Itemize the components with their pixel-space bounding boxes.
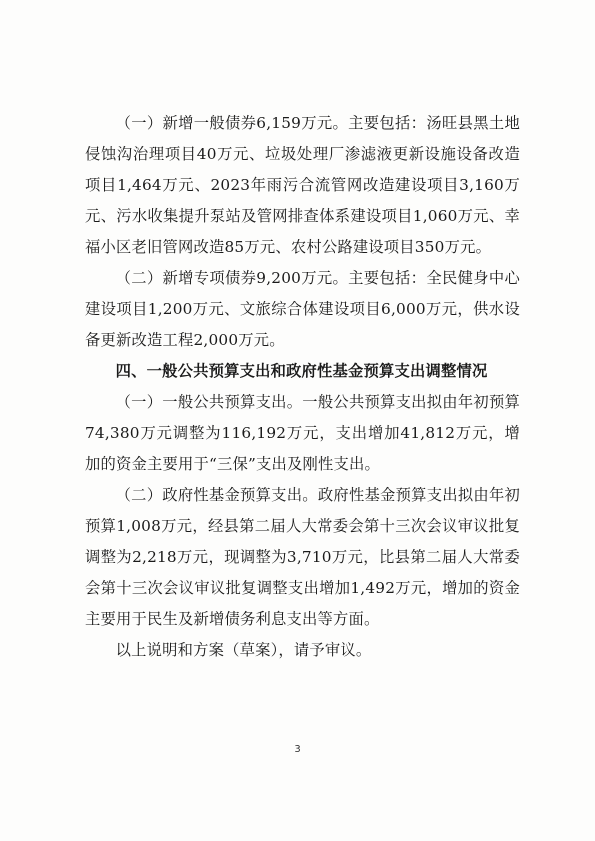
paragraph-new-general-bonds: （一）新增一般债券6,159万元。主要包括：汤旺县黑土地侵蚀沟治理项目40万元、垃圾处理厂渗滤液更新设施设备改造项目1,464万元、2023年雨污合流管网改造建设项目3,160万元、污水收集提升泵站及管网排查体系建设项目1,060万元、幸福小区老旧管网改造85万元、农村公路建设项目350万元。 [85, 114, 520, 256]
paragraph-new-special-bonds: （二）新增专项债券9,200万元。主要包括：全民健身中心建设项目1,200万元、文旅综合体建设项目6,000万元，供水设备更新改造工程2,000万元。 [85, 269, 520, 349]
paragraph-general-public-budget: （一）一般公共预算支出。一般公共预算支出拟由年初预算74,380万元调整为116,192万元，支出增加41,812万元，增加的资金主要用于“三保”支出及刚性支出。 [85, 393, 520, 473]
paragraph-closing-request: 以上说明和方案（草案），请予审议。 [115, 641, 372, 659]
paragraph-government-fund-budget: （二）政府性基金预算支出。政府性基金预算支出拟由年初预算1,008万元，经县第二届人大常委会第十三次会议审议批复调整为2,218万元，现调整为3,710万元，比县第二届人大常委会第十三次会议审议批复调整支出增加1,492万元，增加的资金主要用于民生及新增债务利息支出等方面。 [85, 486, 520, 628]
page-number: 3 [294, 744, 301, 755]
document-body [85, 108, 520, 666]
section-heading-budget-adjustment: 四、一般公共预算支出和政府性基金预算支出调整情况 [115, 362, 488, 380]
